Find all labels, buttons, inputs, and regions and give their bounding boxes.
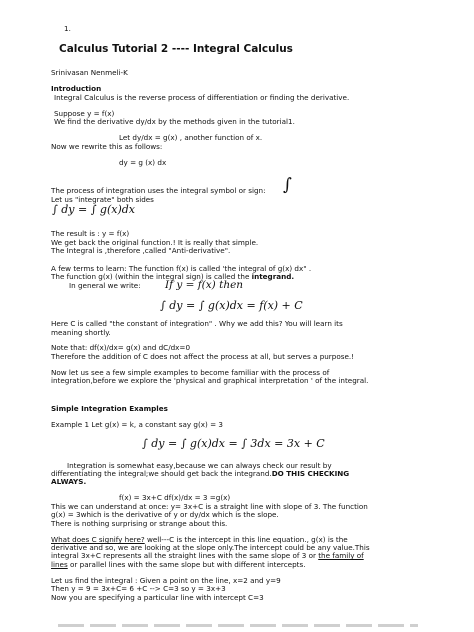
- text-line: In general we write:: [69, 281, 141, 290]
- text-span: differentiating the integral;we should get back the integrand.: [51, 469, 272, 478]
- equation-if-y: If y = f(x) then: [165, 279, 244, 291]
- emphasis-text: ALWAYS.: [51, 477, 87, 486]
- text-line: There is nothing surprising or strange about this.: [51, 519, 228, 528]
- page-number: 1.: [64, 24, 71, 33]
- text-line: Let us "integrate" both sides: [51, 195, 154, 204]
- text-span: integral 3x+C represents all the straight lines with the same slope of 3 or: [51, 551, 319, 560]
- text-line: integration,before we explore the 'physical and graphical interpretation ' of the integral.: [51, 376, 369, 385]
- author-name: Srinivasan Nenmeli-K: [51, 68, 128, 77]
- document-title: Calculus Tutorial 2 ---- Integral Calculus: [59, 43, 293, 55]
- text-span: The function g(x) (within the integral sign) is called the: [51, 272, 252, 281]
- integral-sign: ∫: [283, 175, 292, 195]
- underlined-term: lines: [51, 560, 68, 569]
- underlined-question: What does C signify here?: [51, 535, 145, 544]
- cut-off-text-line: [58, 624, 418, 627]
- text-line: [51, 469, 349, 478]
- text-line: We get back the original function.! It is really that simple.: [51, 238, 259, 247]
- text-line: meaning shortly.: [51, 328, 111, 337]
- text-line: [51, 560, 305, 569]
- text-line: [51, 551, 364, 560]
- equation-dy: dy = g (x) dx: [119, 158, 167, 167]
- text-line: We find the derivative dy/dx by the methods given in the tutorial1.: [54, 117, 295, 126]
- text-line: The result is : y = f(x): [51, 229, 130, 238]
- text-line: Therefore the addition of C does not affect the process at all, but serves a purpose.!: [51, 352, 355, 361]
- text-line: The process of integration uses the integral symbol or sign:: [51, 186, 266, 195]
- text-line: Then y = 9 = 3x+C= 6 +C --> C=3 so y = 3x+3: [51, 584, 226, 593]
- emphasis-text: DO THIS CHECKING: [271, 469, 350, 478]
- text-span: well---C is the intercept in this line equation., g(x) is the: [144, 535, 348, 544]
- text-line: Now we rewrite this as follows:: [51, 142, 163, 151]
- text-line: Now you are specifying a particular line with intercept C=3: [51, 593, 264, 602]
- integrand-term: integrand.: [251, 272, 295, 281]
- introduction-heading: Introduction: [51, 84, 102, 93]
- text-line: Let us find the integral : Given a point on the line, x=2 and y=9: [51, 576, 281, 585]
- text-line: Integration is somewhat easy,because we can always check our result by: [67, 461, 332, 470]
- equation-integrate-both-sides: ∫ dy = ∫ g(x)dx: [52, 203, 135, 216]
- text-line: Here C is called "the constant of integration" . Why we add this? You will learn its: [51, 319, 343, 328]
- text-line: derivative and so, we are looking at the slope only.The intercept could be any value.This: [51, 543, 370, 552]
- text-line: The Integral is ,therefore ,called "Anti-derivative".: [51, 246, 231, 255]
- equation-general-integral: ∫ dy = ∫ g(x)dx = f(x) + C: [160, 299, 303, 312]
- text-line: A few terms to learn: The function f(x) is called 'the integral of g(x) dx" .: [51, 264, 312, 273]
- text-line: Note that: df(x)/dx= g(x) and dC/dx=0: [51, 343, 191, 352]
- underlined-term: the family of: [318, 551, 364, 560]
- text-span: or parallel lines with the same slope but with different intercepts.: [67, 560, 306, 569]
- text-line: This we can understand at once: y= 3x+C is a straight line with slope of 3. The function: [51, 502, 368, 511]
- text-line: Now let us see a few simple examples to become familiar with the process of: [51, 368, 330, 377]
- text-line: Suppose y = f(x): [54, 109, 115, 118]
- text-line: g(x) = 3which is the derivative of y or dy/dx which is the slope.: [51, 510, 279, 519]
- text-line: Example 1 Let g(x) = k, a constant say g(x) = 3: [51, 420, 223, 429]
- simple-integration-heading: Simple Integration Examples: [51, 404, 168, 413]
- text-line: Let dy/dx = g(x) , another function of x.: [119, 133, 263, 142]
- equation-example-1: ∫ dy = ∫ g(x)dx = ∫ 3dx = 3x + C: [142, 437, 325, 450]
- text-line: Integral Calculus is the reverse process of differentiation or finding the derivative.: [54, 93, 350, 102]
- equation-check: f(x) = 3x+C df(x)/dx = 3 =g(x): [119, 493, 231, 502]
